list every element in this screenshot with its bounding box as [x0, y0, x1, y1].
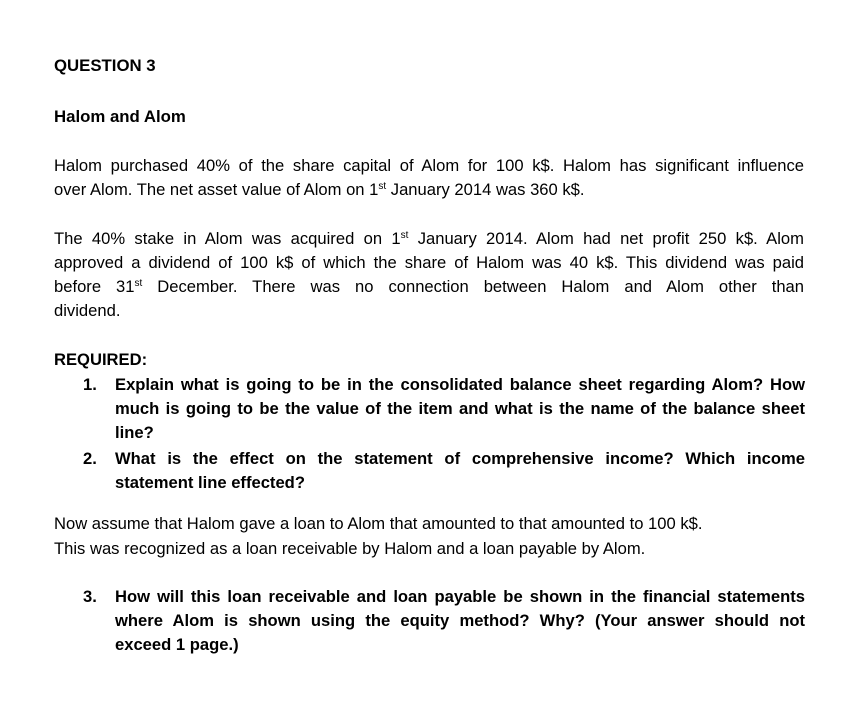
- case-title: Halom and Alom: [54, 107, 186, 126]
- superscript: st: [134, 278, 143, 289]
- paragraph-details: [54, 229, 804, 325]
- text-run: before 31: [54, 277, 135, 296]
- item-line: statement line effected?: [115, 473, 305, 492]
- question-title: QUESTION 3: [54, 56, 156, 75]
- paragraph-loan-line-2: This was recognized as a loan receivable by Halom and a loan payable by Alom.: [54, 539, 646, 558]
- item-line: exceed 1 page.): [115, 635, 239, 654]
- item-line: much is going to be the value of the item and what is the name of the balance sheet: [115, 399, 805, 418]
- item-line: Explain what is going to be in the consolidated balance sheet regarding Alom? How: [115, 375, 805, 394]
- paragraph-loan-line-1: Now assume that Halom gave a loan to Alom that amounted to that amounted to 100 k$.: [54, 514, 703, 533]
- item-number: 3.: [83, 587, 97, 606]
- superscript: st: [400, 230, 409, 241]
- paragraph-intro: [54, 156, 804, 204]
- text-run: The 40% stake in Alom was acquired on 1: [54, 229, 401, 248]
- paragraph-line: approved a dividend of 100 k$ of which the share of Halom was 40 k$. This dividend was paid: [54, 253, 804, 272]
- item-text: [115, 587, 805, 659]
- paragraph-line: [54, 229, 804, 253]
- text-run: December. There was no connection between Halom and Alom other than: [142, 277, 805, 296]
- item-text: [115, 449, 805, 497]
- item-number: 2.: [83, 449, 97, 468]
- item-line: What is the effect on the statement of comprehensive income? Which income: [115, 449, 805, 468]
- paragraph-line: [54, 277, 804, 301]
- text-run: over Alom. The net asset value of Alom on 1: [54, 180, 379, 199]
- item-line: where Alom is shown using the equity method? Why? (Your answer should not: [115, 611, 805, 630]
- item-number: 1.: [83, 375, 97, 394]
- paragraph-line: [54, 180, 804, 204]
- text-run: January 2014 was 360 k$.: [386, 180, 585, 199]
- paragraph-line: dividend.: [54, 301, 121, 320]
- item-line: How will this loan receivable and loan payable be shown in the financial statements: [115, 587, 805, 606]
- item-text: [115, 375, 805, 447]
- superscript: st: [378, 181, 387, 192]
- required-label: REQUIRED:: [54, 350, 148, 369]
- paragraph-line: Halom purchased 40% of the share capital of Alom for 100 k$. Halom has significant influence: [54, 156, 804, 175]
- text-run: January 2014. Alom had net profit 250 k$. Alom: [408, 229, 804, 248]
- item-line: line?: [115, 423, 154, 442]
